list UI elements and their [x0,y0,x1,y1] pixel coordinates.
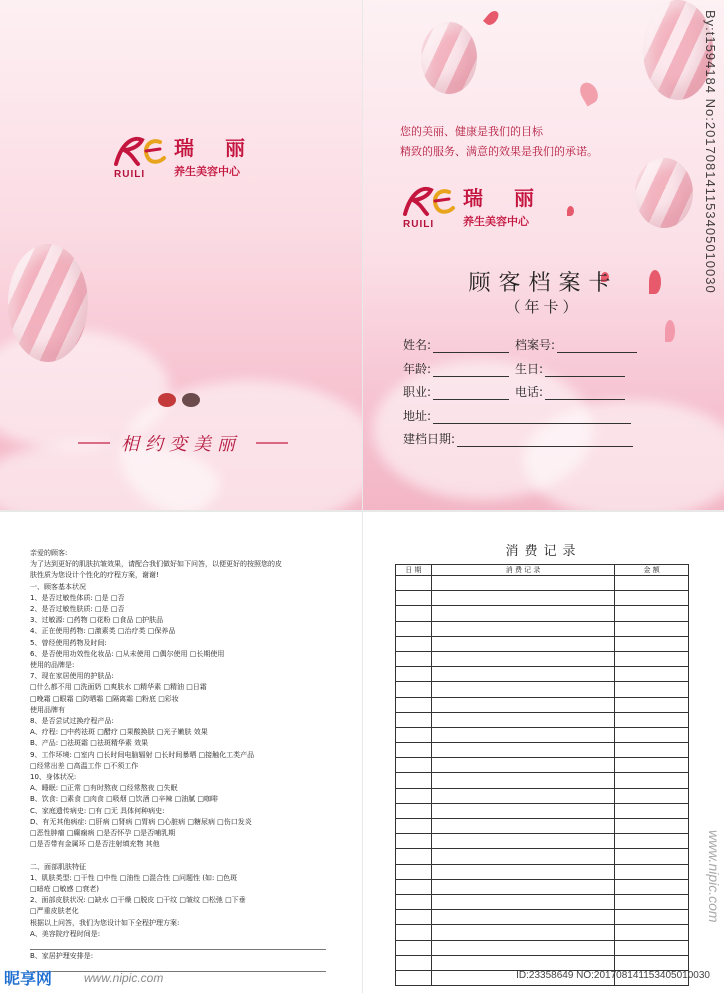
amount-cell[interactable] [615,591,689,606]
record-cell[interactable] [431,879,614,894]
record-cell[interactable] [431,849,614,864]
amount-cell[interactable] [615,879,689,894]
table-row [396,803,689,818]
table-row [396,955,689,970]
amount-cell[interactable] [615,667,689,682]
amount-cell[interactable] [615,576,689,591]
card-cover-panel [363,0,724,510]
amount-cell[interactable] [615,834,689,849]
questionnaire-line: 肤性质为您设计个性化的疗程方案，谢谢! [30,571,159,580]
logo-english-name: RUILI [114,168,146,180]
site-watermark-url: www.nipic.com [84,971,164,985]
record-cell[interactable] [431,864,614,879]
questionnaire-line: 5、曾经使用药物及时间: [30,638,107,647]
amount-cell[interactable] [615,803,689,818]
site-watermark-logo: 昵享网 [4,969,53,988]
job-line[interactable] [433,388,509,400]
questionnaire-line: 2、面部皮肤状况: □缺水 □干燥 □脱皮 □干纹 □皱纹 □松弛 □下垂 [30,896,246,905]
record-cell[interactable] [431,727,614,742]
amount-cell[interactable] [615,849,689,864]
amount-cell[interactable] [615,636,689,651]
table-row [396,758,689,773]
name-line[interactable] [433,341,509,353]
questionnaire-line: D、有无其他病症: □肝病 □肾病 □胃病 □心脏病 □糖尿病 □伤口发炎 [30,817,252,826]
questionnaire-line: 8、是否尝试过换疗程产品: [30,717,114,725]
table-row [396,606,689,621]
date-cell[interactable] [396,651,432,666]
logo-chinese-name: 瑞 丽 [174,136,257,160]
phone-label: 电话: [515,385,544,399]
record-cell[interactable] [431,682,614,697]
questionnaire-line: 一、顾客基本状况 [30,582,86,591]
date-cell[interactable] [396,606,432,621]
date-cell[interactable] [396,682,432,697]
questionnaire-line: 使用品牌有 [30,705,65,714]
date-cell[interactable] [396,727,432,742]
record-cell[interactable] [431,955,614,970]
table-row [396,788,689,803]
amount-cell[interactable] [615,925,689,940]
amount-cell[interactable] [615,697,689,712]
date-cell[interactable] [396,849,432,864]
file-no-label: 档案号: [515,338,556,352]
questionnaire-line: 使用的品牌是: [30,661,75,669]
amount-cell[interactable] [615,864,689,879]
record-title: 消费记录 [505,544,582,559]
logo-subtitle: 养生美容中心 [174,165,240,178]
table-row [396,576,689,591]
amount-cell[interactable] [615,955,689,970]
record-cell[interactable] [431,758,614,773]
date-column-header: 日 期 [396,565,432,576]
file-no-line[interactable] [557,341,637,353]
bird-icon [182,393,200,407]
id-watermark: ID:23358649 NO:20170814115340501003​0 [516,970,710,981]
tagline-line-1: 您的美丽、健康是我们的目标 [400,125,543,138]
age-label: 年龄: [403,362,432,376]
file-no-field[interactable] [515,336,637,353]
record-column-header: 消 费 记 录 [431,565,614,576]
questionnaire-line: 7、现在家居使用的护肤品: [30,672,114,681]
job-field[interactable] [403,383,509,400]
card-title: 顾客档案卡 [468,271,619,296]
questionnaire-line: 2、是否过敏性肤质: □是 □否 [30,605,125,613]
questionnaire-line: 1、是否过敏性体质: □是 □否 [30,593,125,602]
logo-chinese-name: 瑞 丽 [463,186,546,210]
record-cell[interactable] [431,636,614,651]
date-line[interactable] [457,435,633,447]
logo-mark-icon [401,184,457,228]
table-row [396,651,689,666]
questionnaire-line: A、疗程: □中药祛斑 □醋疗 □果酸换肤 □光子嫩肤 效果 [30,728,208,737]
amount-cell[interactable] [615,712,689,727]
age-line[interactable] [433,365,509,377]
date-field[interactable] [403,430,633,447]
record-cell[interactable] [431,712,614,727]
record-cell[interactable] [431,606,614,621]
date-cell[interactable] [396,970,432,985]
petal-decoration [577,79,602,106]
record-table [395,564,689,986]
questionnaire-line: 3、过敏源: □药物 □花粉 □食品 □护肤品 [30,616,164,625]
questionnaire-line: □严重皮肤老化 [30,907,79,916]
date-cell[interactable] [396,697,432,712]
questionnaire-line: 亲爱的顾客: [30,549,68,557]
birthday-line[interactable] [545,365,625,377]
date-cell[interactable] [396,910,432,925]
table-row [396,697,689,712]
front-slogan: 相约变美丽 [121,434,241,455]
questionnaire-line: 为了达到更好的肌肤抗皱效果，请配合我们做好如下问答，以便更好的按照您的皮 [30,560,282,569]
amount-cell[interactable] [615,682,689,697]
tagline-line-2: 精致的服务、满意的效果是我们的承诺。 [400,145,598,158]
table-row [396,712,689,727]
questionnaire-line: □恶性肿瘤 □癫痫病 □是否怀孕 □是否哺乳期 [30,829,176,837]
amount-cell[interactable] [615,940,689,955]
record-cell[interactable] [431,834,614,849]
questionnaire-line: B、饮食: □素食 □肉食 □吸烟 □饮酒 □辛辣 □油腻 □咖啡 [30,795,219,804]
record-cell[interactable] [431,667,614,682]
record-cell[interactable] [431,621,614,636]
date-cell[interactable] [396,955,432,970]
date-cell[interactable] [396,879,432,894]
amount-cell[interactable] [615,651,689,666]
age-field[interactable] [403,360,509,377]
record-cell[interactable] [431,819,614,834]
record-cell[interactable] [431,576,614,591]
record-cell[interactable] [431,925,614,940]
address-line[interactable] [433,412,631,424]
balloon-illustration [635,158,693,228]
date-cell[interactable] [396,712,432,727]
date-cell[interactable] [396,894,432,909]
amount-column-header: 金 额 [615,565,689,576]
record-cell[interactable] [431,743,614,758]
date-cell[interactable] [396,834,432,849]
record-cell[interactable] [431,773,614,788]
table-row [396,864,689,879]
date-cell[interactable] [396,591,432,606]
questionnaire-line: 4、正在使用药物: □激素类 □治疗类 □保养品 [30,627,176,636]
date-cell[interactable] [396,621,432,636]
questionnaire-line: □是否带有金属环 □是否注射填充物 其他 [30,840,160,849]
questionnaire-line: □晚霜 □眼霜 □防晒霜 □隔离霜 □粉底 □彩妆 [30,694,179,703]
amount-cell[interactable] [615,621,689,636]
front-cover-panel [0,0,362,510]
logo-mark-icon [112,134,168,178]
logo-english-name: RUILI [403,218,435,230]
table-row [396,667,689,682]
record-cell[interactable] [431,591,614,606]
questionnaire-line: A、美容院疗程时间是: [30,929,101,938]
record-cell[interactable] [431,697,614,712]
table-row [396,879,689,894]
birthday-label: 生日: [515,362,544,376]
logo-subtitle: 养生美容中心 [463,215,529,228]
petal-decoration [483,9,501,28]
date-cell[interactable] [396,758,432,773]
date-cell[interactable] [396,743,432,758]
record-cell[interactable] [431,803,614,818]
name-label: 姓名: [403,338,432,352]
table-row [396,925,689,940]
questionnaire-line: □什么都不用 □洗面奶 □爽肤水 □精华素 □精油 □日霜 [30,683,207,692]
job-label: 职业: [403,385,432,399]
bird-icon [158,393,176,407]
amount-cell[interactable] [615,773,689,788]
table-row [396,894,689,909]
date-cell[interactable] [396,940,432,955]
questionnaire-line: 9、工作环境: □室内 □长时间电脑辐射 □长时间暴晒 □接触化工类产品 [30,750,255,759]
petal-decoration [665,320,675,342]
amount-cell[interactable] [615,819,689,834]
amount-cell[interactable] [615,606,689,621]
questionnaire-line: 10、身体状况: [30,773,77,781]
brand-logo [401,182,546,229]
table-row [396,910,689,925]
amount-cell[interactable] [615,743,689,758]
date-cell[interactable] [396,803,432,818]
table-row [396,834,689,849]
balloon-illustration [8,244,88,362]
table-row [396,636,689,651]
petal-decoration [567,206,574,216]
questionnaire-line: 6、是否使用功效性化妆品: □从未使用 □偶尔使用 □长期使用 [30,649,225,658]
questionnaire-line: B、家居护理安排是: [30,952,94,961]
amount-cell[interactable] [615,727,689,742]
questionnaire-line: C、家庭遗传病史: □有 □无 具体何种病史: [30,806,165,815]
date-cell[interactable] [396,819,432,834]
side-watermark: www.nipic.com [706,830,722,923]
table-row [396,682,689,697]
questionnaire-panel [0,512,362,993]
date-label: 建档日期: [403,432,456,446]
questionnaire-line: 二、面部肌肤特征 [30,862,86,871]
amount-cell[interactable] [615,788,689,803]
name-field[interactable] [403,336,509,353]
record-cell[interactable] [431,788,614,803]
date-cell[interactable] [396,576,432,591]
phone-line[interactable] [545,388,625,400]
date-cell[interactable] [396,636,432,651]
card-subtitle: （年卡） [505,298,582,316]
vertical-watermark: By:t1594184 No:20170814115340501003​0 [703,10,718,294]
date-cell[interactable] [396,864,432,879]
record-cell[interactable] [431,940,614,955]
table-row [396,621,689,636]
brand-logo [112,132,257,179]
amount-cell[interactable] [615,894,689,909]
phone-field[interactable] [515,383,625,400]
table-row [396,727,689,742]
questionnaire-line: 根据以上问答，我们为您设计如下全程护理方案: [30,918,180,927]
table-row [396,849,689,864]
questionnaire-line: A、睡眠: □正常 □有时熬夜 □经常熬夜 □失眠 [30,784,178,793]
table-row [396,773,689,788]
record-panel [363,512,724,993]
address-label: 地址: [403,409,432,423]
answer-line[interactable] [30,971,326,972]
record-cell[interactable] [431,894,614,909]
date-cell[interactable] [396,667,432,682]
record-cell[interactable] [431,910,614,925]
table-row [396,591,689,606]
date-cell[interactable] [396,773,432,788]
amount-cell[interactable] [615,910,689,925]
date-cell[interactable] [396,788,432,803]
address-field[interactable] [403,407,631,424]
questionnaire-line: □暗疮 □敏感 □衰老) [30,885,100,893]
table-row [396,819,689,834]
balloon-illustration [421,22,477,94]
date-cell[interactable] [396,925,432,940]
amount-cell[interactable] [615,758,689,773]
table-row [396,743,689,758]
questionnaire-line: 1、肌肤类型: □干性 □中性 □油性 □混合性 □问题性 (如: □色斑 [30,873,238,882]
record-cell[interactable] [431,651,614,666]
questionnaire-line: B、产品: □祛斑霜 □祛斑精华素 效果 [30,739,149,748]
table-row [396,940,689,955]
birthday-field[interactable] [515,360,625,377]
answer-line[interactable] [30,949,326,950]
questionnaire-line: □经常出差 □高温工作 □不须工作 [30,761,139,770]
